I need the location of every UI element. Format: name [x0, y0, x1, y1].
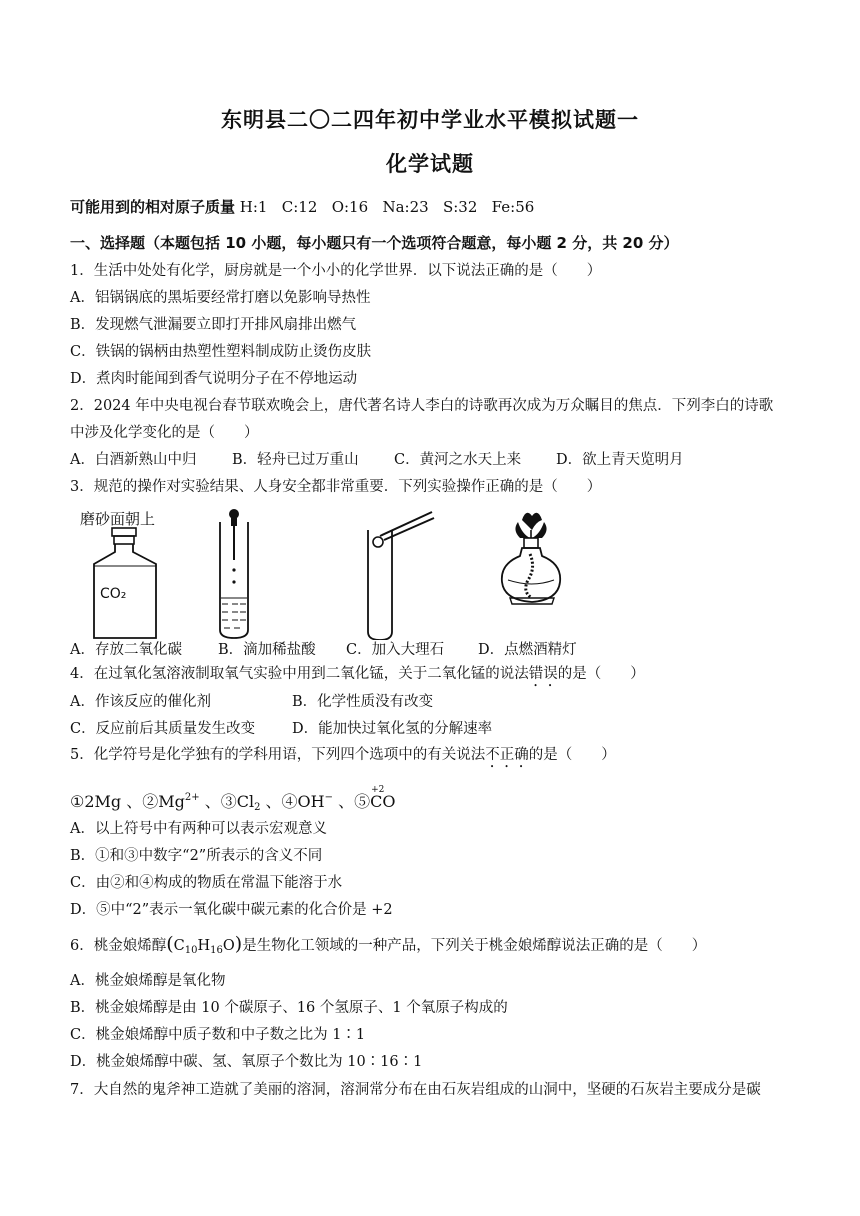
figure-dropper-tube	[206, 508, 262, 640]
atomic-mass-line	[70, 197, 534, 217]
figure-alcohol-lamp	[492, 508, 568, 640]
q2-option-b: B．轻舟已过万重山	[232, 452, 359, 468]
figure-label-ground-glass: 磨砂面朝上	[80, 510, 156, 528]
q6-formula-o: O	[222, 938, 235, 954]
q4-option-b: B．化学性质没有改变	[292, 694, 434, 710]
q5-formula-carbon	[370, 785, 385, 812]
figure-marble-tube	[362, 508, 438, 640]
q3-option-d: D．点燃酒精灯	[478, 642, 577, 658]
q2-stem-line2: 中涉及化学变化的是（ ）	[70, 425, 259, 441]
q5-formula	[70, 785, 396, 818]
alcohol-lamp-drawing	[492, 508, 568, 640]
q6-option-d: D．桃金娘烯醇中碳、氢、氧原子个数比为 10∶16∶1	[70, 1054, 423, 1070]
q2-option-a: A．白酒新熟山中归	[70, 452, 197, 468]
q5-formula-o: O	[382, 792, 396, 811]
q5-stem-post: 的是（ ）	[528, 747, 616, 763]
q4-stem-post: 的是（ ）	[557, 666, 645, 682]
section-heading: 一、选择题（本题包括 10 小题，每小题只有一个选项符合题意，每小题 2 分，共 20 分）	[70, 234, 679, 252]
q5-formula-valence: +2	[371, 785, 385, 795]
q5-option-d: D．⑤中“2”表示一氧化碳中碳元素的化合价是 +2	[70, 902, 393, 918]
q5-stem-pre: 5．化学符号是化学独有的学科用语，下列四个选项中的有关说法	[70, 747, 486, 763]
atomic-mass-values: H:1 C:12 O:16 Na:23 S:32 Fe:56	[239, 198, 535, 216]
atomic-mass-label: 可能用到的相对原子质量	[70, 198, 236, 216]
q6-option-a: A．桃金娘烯醇是氧化物	[70, 973, 226, 989]
figure-label-co2: CO₂	[100, 586, 127, 602]
q4-stem	[70, 664, 645, 690]
q5-formula-p3-sup: −	[324, 792, 334, 803]
q4-option-a: A．作该反应的催化剂	[70, 694, 211, 710]
q5-stem	[70, 745, 616, 771]
q4-option-c: C．反应前后其质量发生改变	[70, 721, 256, 737]
q5-formula-c: C	[370, 792, 383, 811]
q6-paren-close: )	[234, 933, 243, 955]
q6-paren-open: (	[166, 933, 174, 955]
q5-option-c: C．由②和④构成的物质在常温下能溶于水	[70, 875, 343, 891]
figure-gas-bottle	[72, 508, 172, 640]
q6-formula-h: H	[197, 938, 211, 954]
q6-formula-c-sub: 10	[184, 945, 198, 956]
q2-stem-line1: 2．2024 年中央电视台春节联欢晚会上，唐代著名诗人李白的诗歌再次成为万众瞩目的焦点．下列李白的诗歌	[70, 398, 774, 414]
dropper-tube-drawing	[206, 508, 262, 640]
q6-formula-h-sub: 16	[210, 945, 223, 956]
q5-stem-emphasis: 不正确	[485, 747, 529, 763]
q4-option-d: D．能加快过氧化氢的分解速率	[292, 721, 493, 737]
q6-option-b: B．桃金娘烯醇是由 10 个碳原子、16 个氢原子、1 个氧原子构成的	[70, 1000, 508, 1016]
q6-stem-post: 是生物化工领域的一种产品，下列关于桃金娘烯醇说法正确的是（ ）	[242, 938, 707, 954]
q2-option-c: C．黄河之水天上来	[394, 452, 522, 468]
q3-option-a: A．存放二氧化碳	[70, 642, 182, 658]
exam-title: 东明县二〇二四年初中学业水平模拟试题一	[221, 108, 639, 132]
q1-option-b: B．发现燃气泄漏要立即打开排风扇排出燃气	[70, 317, 357, 333]
q1-option-a: A．铝锅锅底的黑垢要经常打磨以免影响导热性	[70, 290, 371, 306]
q5-option-b: B．①和③中数字“2”所表示的含义不同	[70, 848, 323, 864]
q6-stem-pre: 6．桃金娘烯醇	[70, 938, 167, 954]
q6-option-c: C．桃金娘烯醇中质子数和中子数之比为 1∶1	[70, 1027, 366, 1043]
marble-tube-drawing	[362, 508, 438, 640]
q5-formula-p2-sub: 2	[254, 802, 261, 813]
q3-option-c: C．加入大理石	[346, 642, 445, 658]
q4-stem-pre: 4．在过氧化氢溶液制取氧气实验中用到二氧化锰，关于二氧化锰的说法	[70, 666, 529, 682]
q5-formula-p2: 、③Cl	[199, 792, 255, 811]
q7-stem: 7．大自然的鬼斧神工造就了美丽的溶洞，溶洞常分布在由石灰岩组成的山洞中，坚硬的石灰岩主要成分是碳	[70, 1082, 761, 1098]
exam-subtitle: 化学试题	[386, 152, 474, 176]
q6-formula-c: C	[173, 938, 185, 954]
q5-formula-p1-sup: 2+	[184, 792, 200, 803]
q5-formula-p3: 、④OH	[260, 792, 325, 811]
q6-stem	[70, 934, 706, 961]
q5-formula-p1: ①2Mg 、②Mg	[70, 792, 185, 811]
q1-option-c: C．铁锅的锅柄由热塑性塑料制成防止烫伤皮肤	[70, 344, 372, 360]
q5-option-a: A．以上符号中有两种可以表示宏观意义	[70, 821, 327, 837]
q3-stem: 3．规范的操作对实验结果、人身安全都非常重要．下列实验操作正确的是（ ）	[70, 479, 602, 495]
q2-option-d: D．欲上青天览明月	[556, 452, 684, 468]
q5-formula-p4: 、⑤	[333, 792, 371, 811]
q4-stem-emphasis: 错误	[528, 666, 558, 682]
q1-option-d: D．煮肉时能闻到香气说明分子在不停地运动	[70, 371, 358, 387]
q3-option-b: B．滴加稀盐酸	[218, 642, 316, 658]
q1-stem: 1．生活中处处有化学，厨房就是一个小小的化学世界．以下说法正确的是（ ）	[70, 263, 602, 279]
